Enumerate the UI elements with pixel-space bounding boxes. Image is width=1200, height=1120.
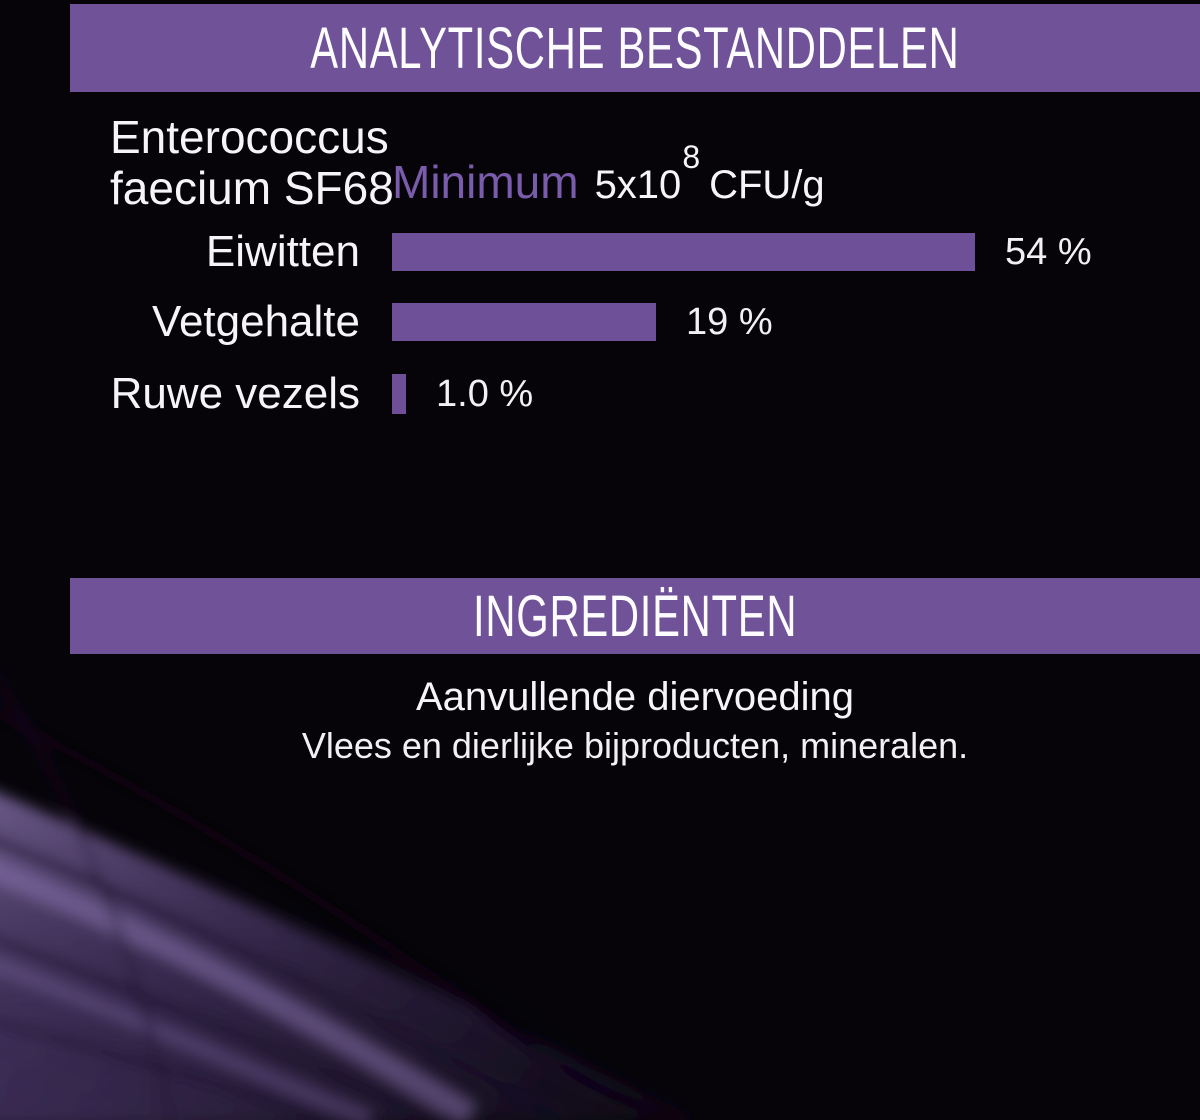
nutrient-label: Vetgehalte: [152, 297, 360, 346]
analytical-section-header: [70, 4, 1200, 92]
nutrient-bar: [392, 303, 656, 341]
ingredients-section-header: [70, 578, 1200, 654]
probiotic-amount-base: 5x10: [594, 163, 682, 207]
nutrient-label: Ruwe vezels: [110, 369, 360, 418]
probiotic-name-line1: Enterococcus: [110, 111, 389, 163]
nutrient-row-vetgehalte: [110, 296, 1170, 348]
probiotic-value: [392, 138, 825, 211]
probiotic-name: [110, 112, 394, 214]
nutrient-label: Eiwitten: [205, 227, 360, 276]
probiotic-unit: CFU/g: [709, 163, 825, 207]
probiotic-amount-exponent: 8: [682, 138, 701, 175]
ingredients-line1: Aanvullende diervoeding: [415, 675, 855, 719]
nutrient-value: 19 %: [686, 300, 773, 343]
analytical-section-title: ANALYTISCHE BESTANDDELEN: [310, 15, 960, 81]
nutrient-row-ruwe-vezels: [110, 368, 1170, 420]
nutrient-row-eiwitten: [110, 226, 1170, 278]
nutrient-bar: [392, 374, 406, 414]
probiotic-qualifier: Minimum: [392, 156, 579, 208]
nutrient-value: 54 %: [1005, 230, 1092, 273]
nutrient-value: 1.0 %: [436, 372, 534, 415]
probiotic-amount: [594, 138, 701, 211]
ingredients-text: [70, 672, 1200, 768]
ingredients-line2: Vlees en dierlijke bijproducten, mineralen.: [301, 725, 969, 766]
nutrient-bar: [392, 233, 975, 271]
probiotic-name-line2: faecium SF68: [110, 162, 394, 214]
ingredients-section-title: INGREDIËNTEN: [472, 583, 798, 649]
